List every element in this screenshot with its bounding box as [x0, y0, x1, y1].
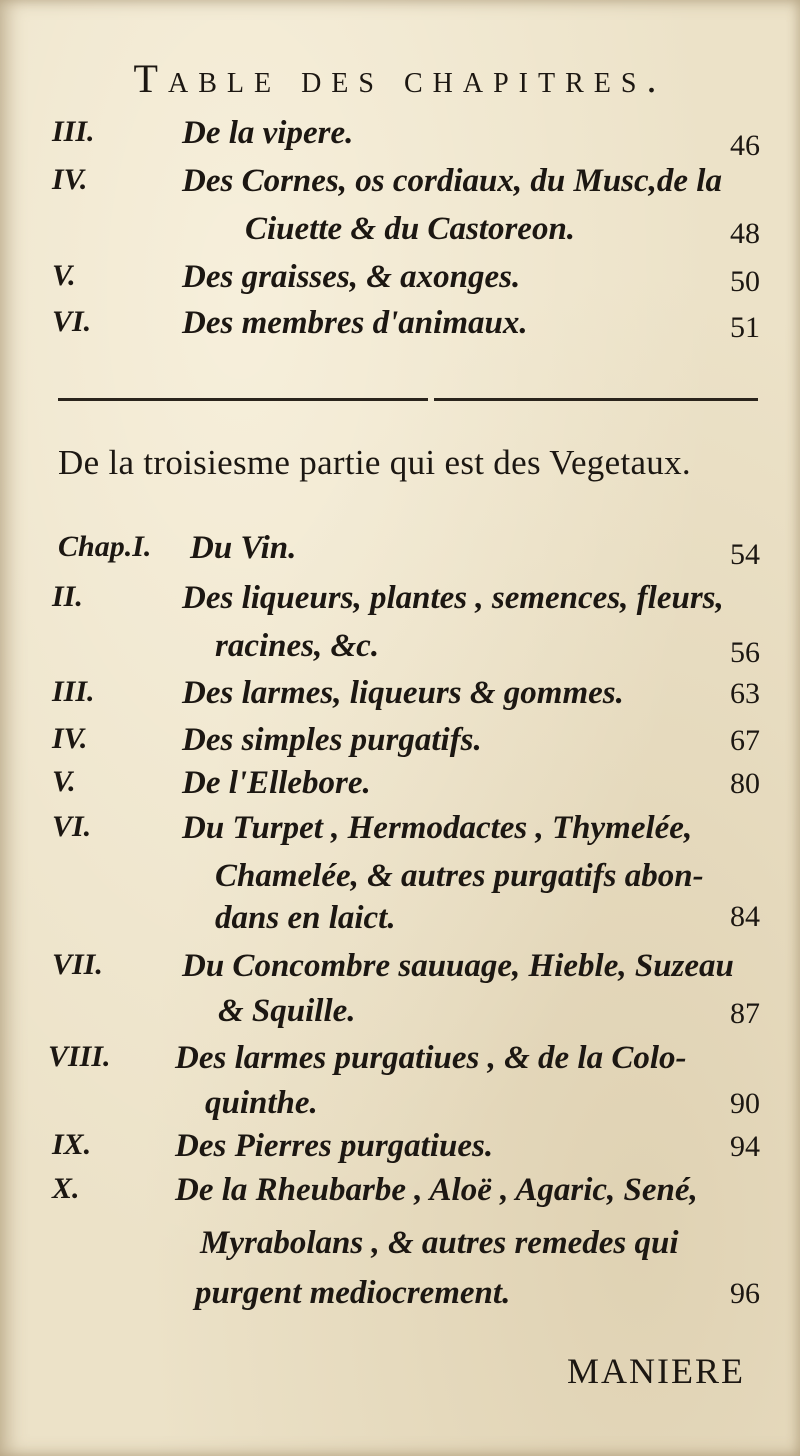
chapter-title-continued: purgent mediocrement.: [195, 1275, 511, 1311]
page-number: 46: [730, 129, 760, 162]
chapter-title-continued: & Squille.: [218, 993, 356, 1029]
chapter-number: V.: [52, 765, 76, 798]
chapter-number: VI.: [52, 305, 92, 338]
chapter-title-continued: Ciuette & du Castoreon.: [245, 211, 576, 247]
chapter-title: Du Concombre sauuage, Hieble, Suzeau: [182, 948, 734, 984]
chapter-title: Des Pierres purgatiues.: [175, 1128, 494, 1164]
page-number: 48: [730, 217, 760, 250]
chapter-number: IV.: [52, 163, 88, 196]
chapter-title: Des larmes, liqueurs & gommes.: [182, 675, 624, 711]
chapter-number: VI.: [52, 810, 92, 843]
chapter-number: X.: [52, 1172, 80, 1205]
chapter-title: Du Vin.: [190, 530, 297, 566]
page-number: 63: [730, 677, 760, 710]
page-number: 51: [730, 311, 760, 344]
chapter-number: VIII.: [48, 1040, 111, 1073]
page-number: 80: [730, 767, 760, 800]
page-number: 67: [730, 724, 760, 757]
chapter-title: Des Cornes, os cordiaux, du Musc,de la: [182, 163, 722, 199]
chapter-title: De l'Ellebore.: [182, 765, 371, 801]
section-heading: De la troisiesme partie qui est des Vegetaux.: [58, 443, 691, 482]
divider-rule-right: [434, 398, 758, 401]
catchword: MANIERE: [567, 1351, 745, 1391]
divider-rule-left: [58, 398, 428, 401]
chapter-title-continued: quinthe.: [205, 1085, 318, 1121]
chapter-title: Des simples purgatifs.: [182, 722, 482, 758]
chapter-number: V.: [52, 259, 76, 292]
chapter-title: Des membres d'animaux.: [182, 305, 528, 341]
chapter-number: Chap.I.: [58, 530, 152, 563]
page-number: 50: [730, 265, 760, 298]
chapter-number: II.: [52, 580, 83, 613]
chapter-title-continued: racines, &c.: [215, 628, 380, 664]
chapter-title: De la vipere.: [182, 115, 354, 151]
chapter-title-continued: Chamelée, & autres purgatifs abon-: [215, 858, 704, 894]
chapter-title: Des liqueurs, plantes , semences, fleurs,: [182, 580, 724, 616]
chapter-title-continued: Myrabolans , & autres remedes qui: [200, 1225, 679, 1261]
chapter-title: Des graisses, & axonges.: [182, 259, 521, 295]
chapter-title: De la Rheubarbe , Aloë , Agaric, Sené,: [175, 1172, 698, 1208]
page-number: 84: [730, 900, 760, 933]
page-number: 56: [730, 636, 760, 669]
page-number: 54: [730, 538, 760, 571]
chapter-number: III.: [52, 675, 95, 708]
page-title: Table des chapitres.: [133, 56, 667, 101]
page-number: 94: [730, 1130, 760, 1163]
chapter-number: IV.: [52, 722, 88, 755]
chapter-title-continued: dans en laict.: [215, 900, 396, 936]
chapter-number: VII.: [52, 948, 103, 981]
chapter-number: IX.: [52, 1128, 92, 1161]
chapter-title: Des larmes purgatiues , & de la Colo-: [175, 1040, 687, 1076]
page-number: 87: [730, 997, 760, 1030]
chapter-title: Du Turpet , Hermodactes , Thymelée,: [182, 810, 693, 846]
chapter-number: III.: [52, 115, 95, 148]
page-number: 96: [730, 1277, 760, 1310]
page-number: 90: [730, 1087, 760, 1120]
